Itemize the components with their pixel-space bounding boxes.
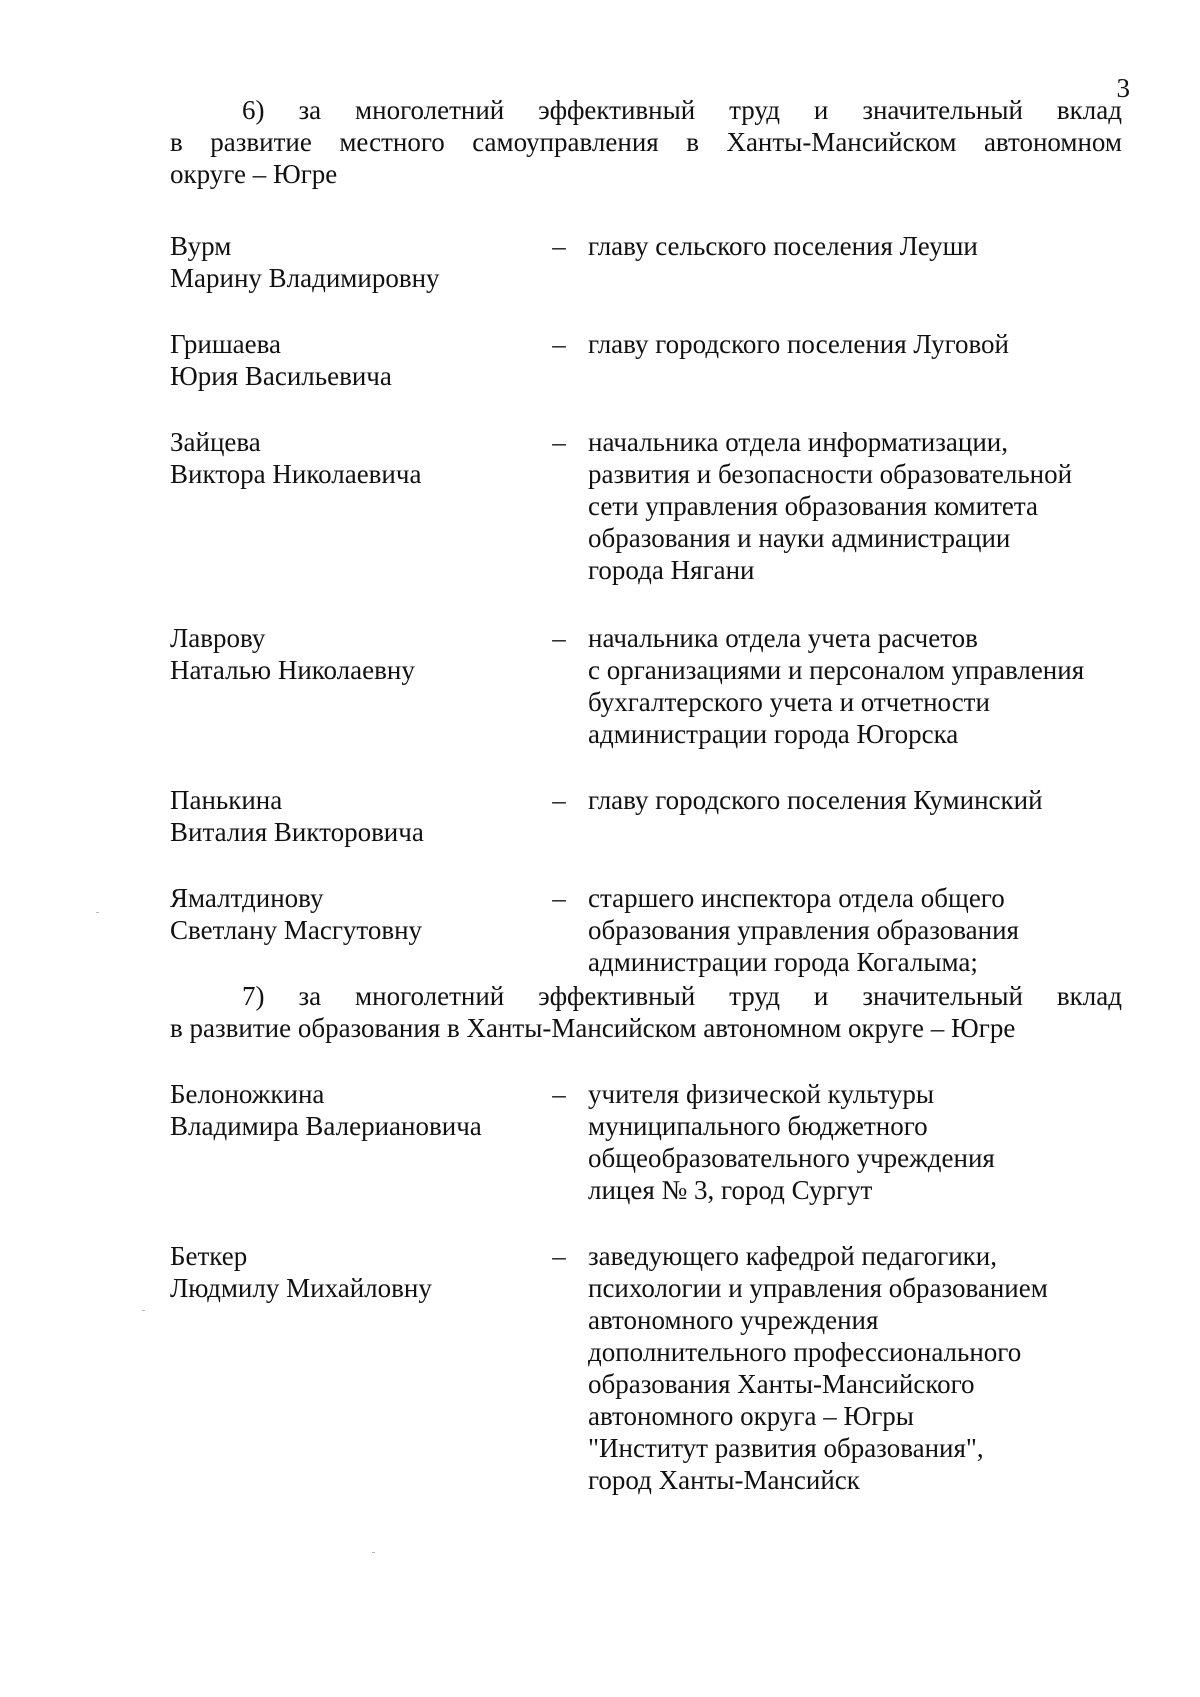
position-line: автономного округа – Югры bbox=[588, 1401, 914, 1431]
person-name bbox=[170, 784, 550, 848]
position-line: заведующего кафедрой педагогики, bbox=[588, 1241, 997, 1271]
surname: Лаврову bbox=[170, 623, 266, 653]
dash-separator: – bbox=[552, 231, 566, 261]
position-line: с организациями и персоналом управления bbox=[588, 655, 1085, 685]
position-line: администрации города Югорска bbox=[588, 719, 959, 749]
given-names: Юрия Васильевича bbox=[170, 361, 392, 391]
given-names: Людмилу Михайловну bbox=[170, 1273, 432, 1303]
position-line: администрации города Когалыма; bbox=[588, 947, 978, 977]
section-6-line: 6) за многолетний эффективный труд и значительный вклад bbox=[242, 95, 1122, 125]
position-line: образования и науки администрации bbox=[588, 523, 1011, 553]
person-position bbox=[588, 784, 1128, 816]
surname: Зайцева bbox=[170, 427, 261, 457]
position-line: главу городского поселения Луговой bbox=[588, 329, 1009, 359]
surname: Панькина bbox=[170, 785, 283, 815]
page-number: 3 bbox=[1116, 73, 1130, 103]
section-6-paragraph bbox=[170, 94, 1122, 190]
person-name bbox=[170, 882, 550, 946]
position-line: начальника отдела информатизации, bbox=[588, 427, 1008, 457]
given-names: Виталия Викторовича bbox=[170, 817, 424, 847]
given-names: Светлану Масгутовну bbox=[170, 915, 423, 945]
position-line: старшего инспектора отдела общего bbox=[588, 883, 1005, 913]
surname: Гришаева bbox=[170, 329, 281, 359]
position-line: город Ханты-Мансийск bbox=[588, 1465, 860, 1495]
person-position bbox=[588, 1240, 1128, 1496]
dash-separator: – bbox=[552, 1241, 566, 1271]
section-6-line: в развитие местного самоуправления в Ханты-Мансийском автономном bbox=[170, 127, 1122, 157]
person-name bbox=[170, 622, 550, 686]
position-line: общеобразовательного учреждения bbox=[588, 1143, 995, 1173]
position-line: главу сельского поселения Леуши bbox=[588, 231, 978, 261]
section-6-line: округе – Югре bbox=[170, 159, 338, 189]
scan-speck bbox=[372, 1552, 375, 1553]
person-name bbox=[170, 1240, 550, 1304]
person-name bbox=[170, 426, 550, 490]
given-names: Владимира Валериановича bbox=[170, 1111, 482, 1141]
dash-separator: – bbox=[552, 883, 566, 913]
position-line: психологии и управления образованием bbox=[588, 1273, 1048, 1303]
position-line: бухгалтерского учета и отчетности bbox=[588, 687, 990, 717]
dash-separator: – bbox=[552, 623, 566, 653]
position-line: дополнительного профессионального bbox=[588, 1337, 1022, 1367]
person-position bbox=[588, 426, 1128, 586]
section-7-line: 7) за многолетний эффективный труд и значительный вклад bbox=[242, 981, 1122, 1011]
position-line: образования управления образования bbox=[588, 915, 1019, 945]
given-names: Виктора Николаевича bbox=[170, 459, 422, 489]
dash-separator: – bbox=[552, 427, 566, 457]
position-line: образования Ханты-Мансийского bbox=[588, 1369, 975, 1399]
surname: Беткер bbox=[170, 1241, 248, 1271]
scan-speck bbox=[96, 912, 99, 913]
surname: Белоножкина bbox=[170, 1079, 325, 1109]
person-position bbox=[588, 230, 1128, 262]
section-7-paragraph bbox=[170, 980, 1122, 1044]
person-position bbox=[588, 328, 1128, 360]
surname: Вурм bbox=[170, 231, 232, 261]
scan-speck bbox=[142, 1310, 145, 1311]
given-names: Марину Владимировну bbox=[170, 263, 440, 293]
person-name bbox=[170, 328, 550, 392]
position-line: главу городского поселения Куминский bbox=[588, 785, 1043, 815]
person-position bbox=[588, 622, 1128, 750]
position-line: развития и безопасности образовательной bbox=[588, 459, 1073, 489]
position-line: сети управления образования комитета bbox=[588, 491, 1038, 521]
person-position bbox=[588, 882, 1128, 978]
person-name bbox=[170, 230, 550, 294]
position-line: автономного учреждения bbox=[588, 1305, 879, 1335]
person-name bbox=[170, 1078, 550, 1142]
given-names: Наталью Николаевну bbox=[170, 655, 415, 685]
position-line: муниципального бюджетного bbox=[588, 1111, 928, 1141]
surname: Ямалтдинову bbox=[170, 883, 324, 913]
dash-separator: – bbox=[552, 1079, 566, 1109]
dash-separator: – bbox=[552, 785, 566, 815]
position-line: города Нягани bbox=[588, 555, 755, 585]
position-line: начальника отдела учета расчетов bbox=[588, 623, 978, 653]
person-position bbox=[588, 1078, 1128, 1206]
position-line: "Институт развития образования", bbox=[588, 1433, 984, 1463]
position-line: лицея № 3, город Сургут bbox=[588, 1175, 873, 1205]
dash-separator: – bbox=[552, 329, 566, 359]
position-line: учителя физической культуры bbox=[588, 1079, 935, 1109]
section-7-line: в развитие образования в Ханты-Мансийском автономном округе – Югре bbox=[170, 1013, 1016, 1043]
